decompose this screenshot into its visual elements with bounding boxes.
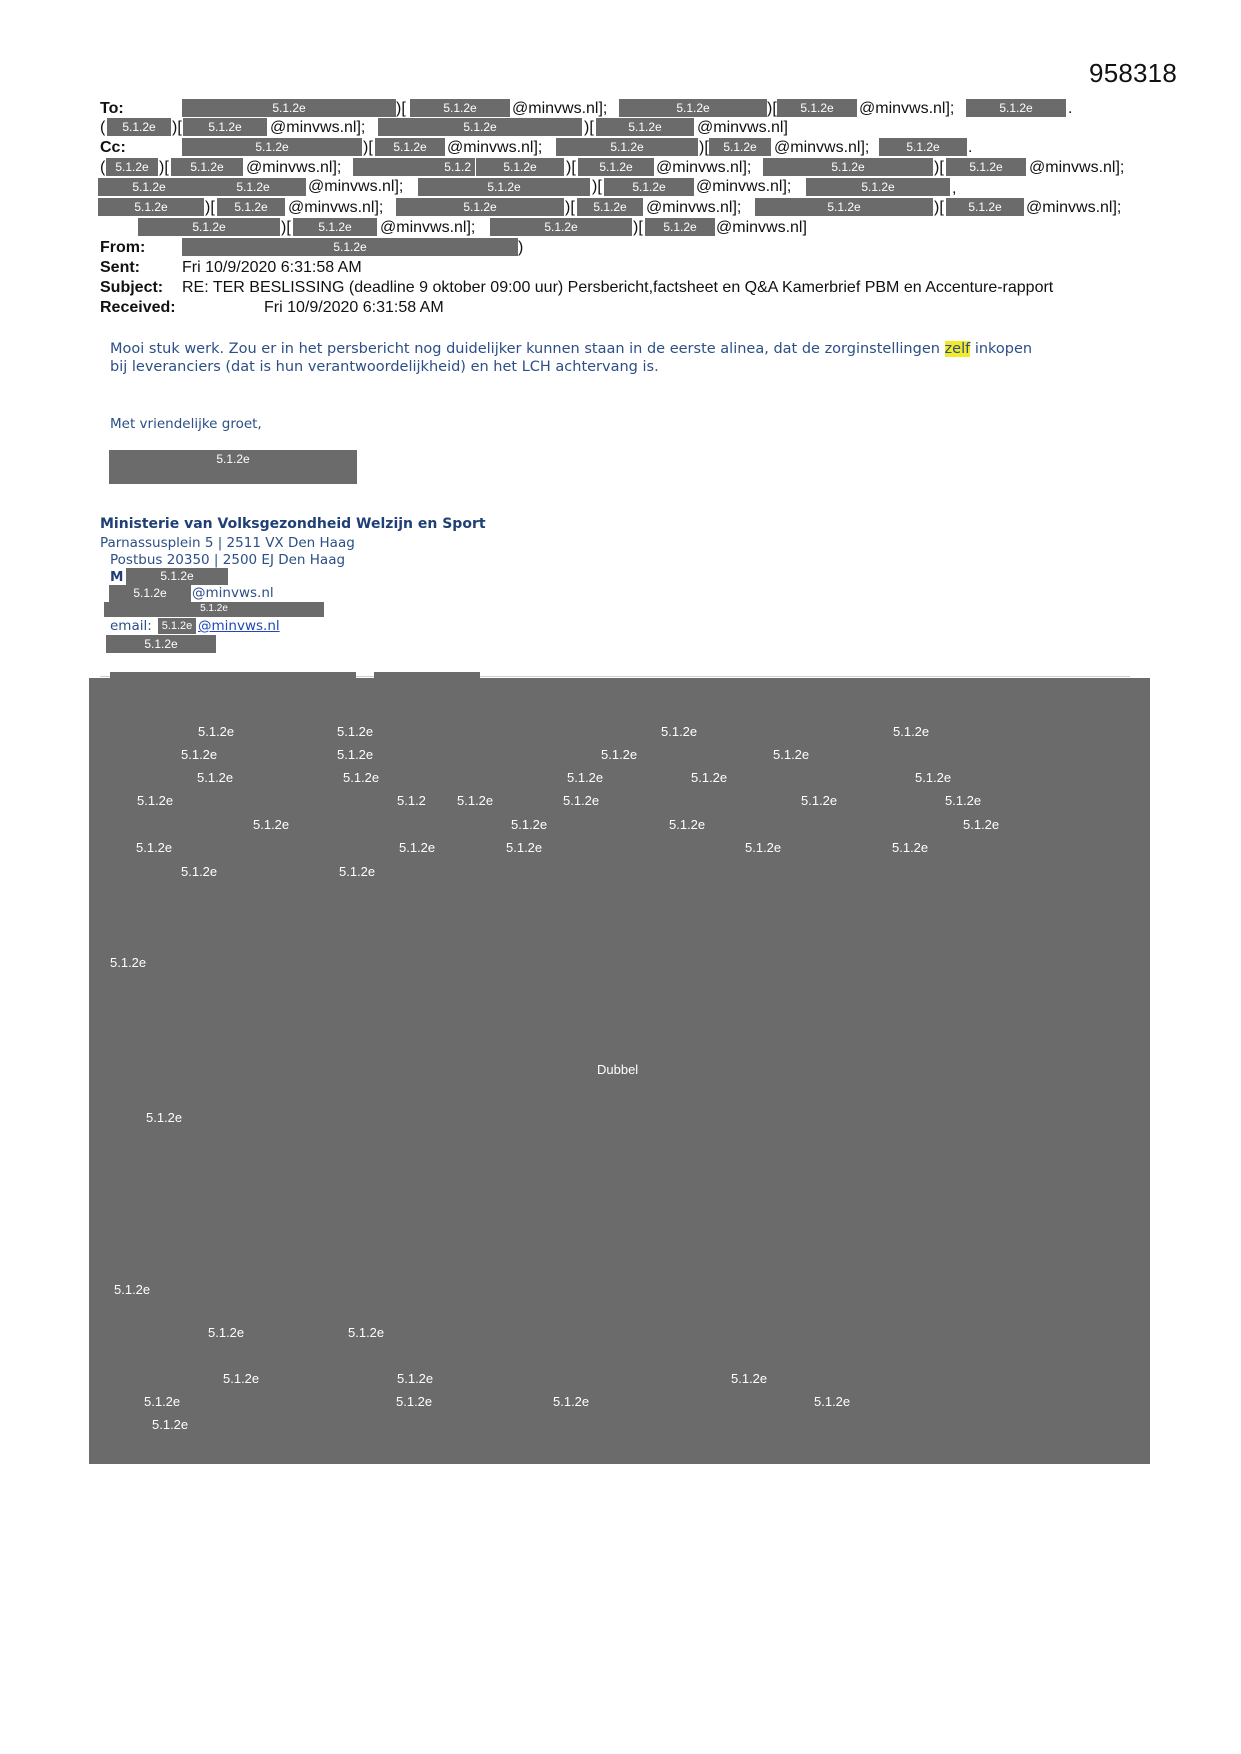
- redaction-label: 5.1.2e: [114, 1282, 151, 1297]
- email-label: email:: [110, 618, 152, 634]
- bracket-separator: )[: [159, 159, 169, 176]
- redaction-box: 5.1.2e: [777, 99, 857, 117]
- sent-label: Sent:: [100, 259, 140, 276]
- subject-value: RE: TER BESLISSING (deadline 9 oktober 09:00 uur) Persbericht,factsheet en Q&A Kamerbrief PBM en Accenture-rapport: [182, 279, 1054, 296]
- redaction-label: 5.1.2e: [208, 1325, 245, 1340]
- redaction-box: 5.1.2e: [946, 158, 1026, 176]
- redaction-label: 5.1.2e: [457, 793, 494, 808]
- redaction-box: 5.1.2e: [109, 585, 191, 602]
- redaction-box: 5.1.2e: [158, 618, 196, 634]
- bracket-separator: )[: [205, 199, 215, 216]
- redaction-box: 5.1.2e: [106, 635, 216, 653]
- redaction-label: 5.1.2e: [563, 793, 600, 808]
- email-domain: @minvws.nl];: [646, 199, 742, 216]
- redaction-box: 5.1.2e: [709, 138, 771, 156]
- email-domain: @minvws.nl];: [380, 219, 476, 236]
- list-period: .: [968, 139, 973, 156]
- redaction-box: 5.1.2e: [182, 238, 518, 256]
- bracket-separator: )[: [934, 199, 944, 216]
- redaction-label: 5.1.2e: [136, 840, 173, 855]
- redaction-box: 5.1.2e: [107, 118, 171, 136]
- redaction-label: 5.1.2e: [601, 747, 638, 762]
- redaction-box: 5.1.2e: [200, 178, 306, 196]
- redaction-box: 5.1.2e: [126, 568, 228, 585]
- signature-address2: Postbus 20350 | 2500 EJ Den Haag: [110, 552, 346, 568]
- redaction-label: 5.1.2e: [506, 840, 543, 855]
- bracket-separator: )[: [699, 139, 709, 156]
- redaction-label: 5.1.2e: [144, 1394, 181, 1409]
- redaction-label: 5.1.2e: [945, 793, 982, 808]
- redaction-label: 5.1.2e: [396, 1394, 433, 1409]
- subject-label: Subject:: [100, 279, 164, 296]
- email-domain: @minvws.nl];: [774, 139, 870, 156]
- redaction-box: 5.1.2e: [138, 218, 280, 236]
- bracket-separator: )[: [934, 159, 944, 176]
- redaction-box: 5.1.2e: [763, 158, 933, 176]
- email-domain: @minvws.nl];: [1029, 159, 1125, 176]
- closing: Met vriendelijke groet,: [110, 416, 262, 432]
- redaction-label: 5.1.2e: [197, 770, 234, 785]
- bracket-separator: )[: [767, 100, 777, 117]
- bracket-separator: )[: [281, 219, 291, 236]
- signature-org: Ministerie van Volksgezondheid Welzijn en Sport: [100, 516, 486, 532]
- redaction-box: 5.1.2e: [396, 198, 564, 216]
- redaction-box: 5.1.2e: [806, 178, 950, 196]
- to-label: To:: [100, 100, 124, 117]
- redaction-label: 5.1.2e: [253, 817, 290, 832]
- redaction-label: 5.1.2e: [137, 793, 174, 808]
- email-domain: @minvws.nl];: [696, 178, 792, 195]
- body-line1: Mooi stuk werk. Zou er in het persbericht nog duidelijker kunnen staan in de eerste alinea, dat de zorginstellingen: [110, 341, 945, 357]
- redaction-label: 5.1.2e: [745, 840, 782, 855]
- redaction-label: 5.1.2e: [223, 1371, 260, 1386]
- redaction-label: 5.1.2e: [773, 747, 810, 762]
- redaction-label: 5.1.2e: [915, 770, 952, 785]
- redaction-box: 5.1.2e: [171, 158, 243, 176]
- redaction-box: 5.1.2e: [556, 138, 698, 156]
- redaction-box: 5.1.2e: [879, 138, 967, 156]
- email-domain: @minvws.nl];: [447, 139, 543, 156]
- redaction-label: 5.1.2e: [110, 955, 147, 970]
- email-domain: @minvws.nl]: [697, 119, 788, 136]
- redaction-label: 5.1.2e: [397, 1371, 434, 1386]
- redaction-label: 5.1.2e: [343, 770, 380, 785]
- redaction-box: 5.1.2e: [98, 178, 200, 196]
- redaction-box: 5.1.2e: [375, 138, 445, 156]
- redaction-box: 5.1.2e: [577, 198, 643, 216]
- redaction-box: 5.1.2e: [293, 218, 377, 236]
- redaction-box: 5.1.2e: [378, 118, 582, 136]
- redaction-label: 5.1.2e: [553, 1394, 590, 1409]
- email-domain: @minvws.nl];: [512, 100, 608, 117]
- from-label: From:: [100, 239, 146, 256]
- highlighted-word: zelf: [944, 341, 971, 357]
- bracket-separator: )[: [396, 100, 406, 117]
- email-link[interactable]: @minvws.nl: [198, 618, 280, 634]
- list-comma: ,: [952, 180, 957, 197]
- bracket-separator: )[: [633, 219, 643, 236]
- redaction-box: 5.1.2e: [410, 99, 510, 117]
- redaction-box: 5.1.2e: [104, 602, 324, 617]
- bracket-separator: )[: [565, 199, 575, 216]
- redaction-label: 5.1.2e: [337, 747, 374, 762]
- email-domain: @minvws.nl: [192, 585, 274, 601]
- cc-label: Cc:: [100, 139, 126, 156]
- redaction-label: 5.1.2e: [661, 724, 698, 739]
- email-domain: @minvws.nl];: [656, 159, 752, 176]
- email-domain: @minvws.nl];: [270, 119, 366, 136]
- redaction-box: 5.1.2e: [182, 138, 362, 156]
- redaction-box: 5.1.2e: [645, 218, 715, 236]
- redaction-label: 5.1.2e: [814, 1394, 851, 1409]
- sent-value: Fri 10/9/2020 6:31:58 AM: [182, 259, 362, 276]
- received-value: Fri 10/9/2020 6:31:58 AM: [264, 299, 444, 316]
- redaction-label: 5.1.2e: [348, 1325, 385, 1340]
- redaction-box: 5.1.2e: [109, 450, 357, 484]
- signature-address1: Parnassusplein 5 | 2511 VX Den Haag: [100, 535, 355, 551]
- redaction-label: 5.1.2e: [511, 817, 548, 832]
- email-domain: @minvws.nl];: [246, 159, 342, 176]
- redaction-box: 5.1.2e: [755, 198, 933, 216]
- dubbel-label: Dubbel: [597, 1062, 639, 1077]
- redaction-label: 5.1.2e: [181, 864, 218, 879]
- received-label: Received:: [100, 299, 176, 316]
- redaction-box: 5.1.2e: [596, 118, 694, 136]
- redaction-label: 5.1.2e: [691, 770, 728, 785]
- redaction-label: 5.1.2e: [963, 817, 1000, 832]
- redaction-box: 5.1.2e: [490, 218, 632, 236]
- redaction-box: 5.1.2e: [217, 198, 285, 216]
- redaction-box: 5.1.2e: [946, 198, 1024, 216]
- redaction-label: 5.1.2e: [731, 1371, 768, 1386]
- email-domain: @minvws.nl];: [859, 100, 955, 117]
- redaction-label: 5.1.2e: [801, 793, 838, 808]
- body-paragraph: [110, 340, 1150, 376]
- mobile-label: M: [110, 569, 124, 585]
- close-paren: ): [518, 239, 524, 256]
- bracket-separator: )[: [566, 159, 576, 176]
- body-line1-end: inkopen: [970, 341, 1033, 357]
- redaction-label: 5.1.2e: [669, 817, 706, 832]
- redaction-label: 5.1.2e: [337, 724, 374, 739]
- redaction-label: 5.1.2e: [181, 747, 218, 762]
- bracket-separator: )[: [363, 139, 373, 156]
- document-number: 958318: [1089, 58, 1177, 88]
- email-domain: @minvws.nl]: [716, 219, 807, 236]
- email-domain: @minvws.nl];: [288, 199, 384, 216]
- redaction-box: 5.1.2e: [418, 178, 590, 196]
- redaction-box: 5.1.2e: [619, 99, 767, 117]
- list-period: .: [1068, 100, 1073, 117]
- redaction-label: 5.1.2e: [146, 1110, 183, 1125]
- email-domain: @minvws.nl];: [308, 178, 404, 195]
- redaction-label: 5.1.2e: [892, 840, 929, 855]
- redaction-label: 5.1.2e: [152, 1417, 189, 1432]
- bracket-separator: )[: [584, 119, 594, 136]
- redaction-label: 5.1.2e: [893, 724, 930, 739]
- redaction-box: 5.1.2e: [476, 158, 564, 176]
- large-redaction-block: [89, 678, 1150, 1464]
- redaction-label: 5.1.2e: [339, 864, 376, 879]
- redaction-label: 5.1.2e: [567, 770, 604, 785]
- redaction-box: 5.1.2: [353, 158, 475, 176]
- redaction-label: 5.1.2: [397, 793, 426, 808]
- open-paren: (: [100, 119, 106, 136]
- body-line2: bij leveranciers (dat is hun verantwoordelijkheid) en het LCH achtervang is.: [110, 359, 659, 375]
- redaction-box: 5.1.2e: [182, 99, 396, 117]
- bracket-separator: )[: [592, 178, 602, 195]
- redaction-box: 5.1.2e: [106, 158, 158, 176]
- redaction-box: 5.1.2e: [183, 118, 267, 136]
- email-domain: @minvws.nl];: [1026, 199, 1122, 216]
- bracket-separator: )[: [172, 119, 182, 136]
- redaction-box: 5.1.2e: [966, 99, 1066, 117]
- redaction-label: 5.1.2e: [399, 840, 436, 855]
- open-paren: (: [100, 159, 106, 176]
- redaction-box: 5.1.2e: [604, 178, 694, 196]
- redaction-box: 5.1.2e: [98, 198, 204, 216]
- redaction-label: 5.1.2e: [198, 724, 235, 739]
- redaction-box: 5.1.2e: [578, 158, 654, 176]
